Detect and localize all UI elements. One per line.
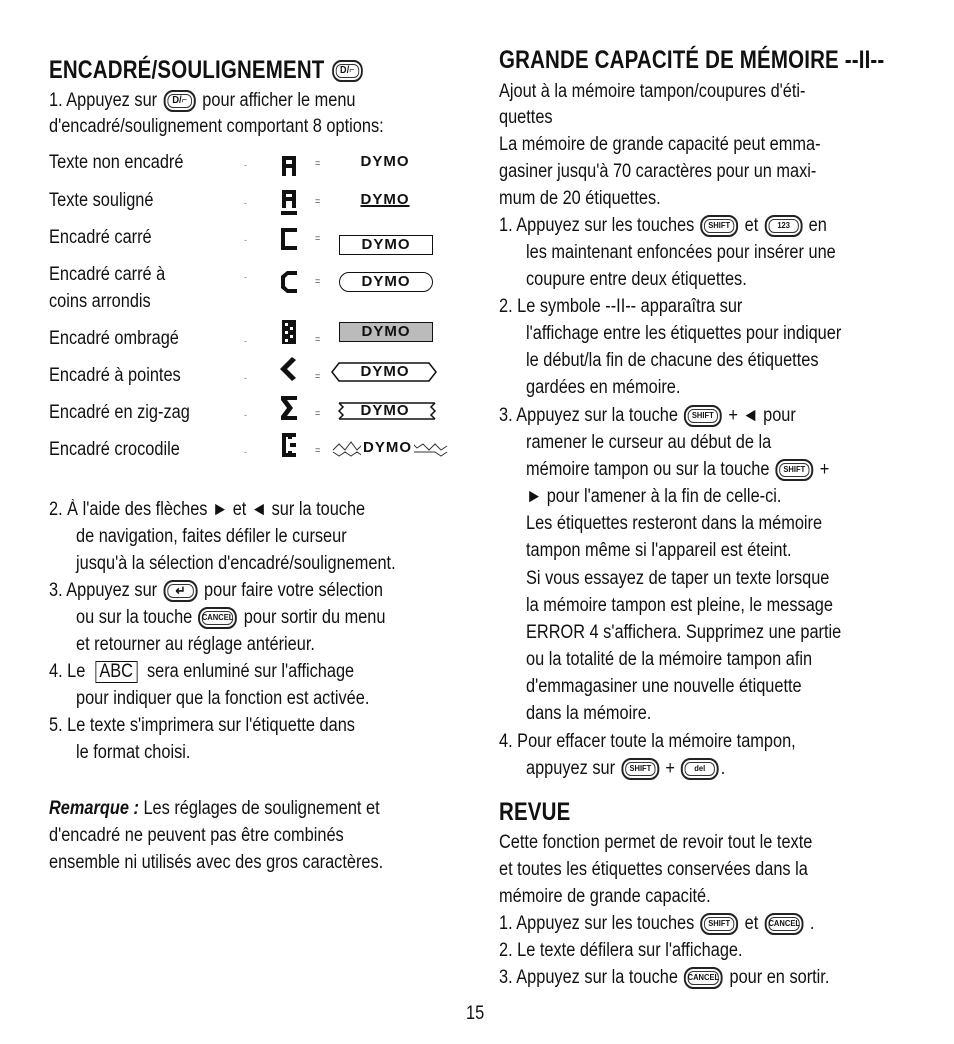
step5-line1: 5. Le texte s'imprimera sur l'étiquette dans [49,715,355,736]
mem-step3-line11: d'emmagasiner une nouvelle étiquette [526,676,802,697]
sample-zigzag: DYMO [360,402,410,419]
delete-key-icon: del [681,758,719,780]
sample-square: DYMO [339,235,433,255]
revue-step1: 1. Appuyez sur les touches SHIFT et CANCEL . [499,913,815,934]
glyph-shaded-icon [278,318,300,346]
mem-step3-line7: Si vous essayez de taper un texte lorsque [526,568,830,589]
glyph-zigzag-icon [278,394,300,422]
option-label: Encadré carré [49,227,152,248]
step3-line2: ou sur la touche CANCEL pour sortir du menu [76,607,386,628]
step2-line1: 2. À l'aide des flèches ► et ◄ sur la touche [49,499,366,520]
option-label-line2: coins arrondis [49,291,151,312]
sample-plain: DYMO [360,153,410,170]
glyph-underline-icon [278,188,300,216]
step2-line3: jusqu'à la sélection d'encadré/soulignement. [76,553,396,574]
option-row-pointed: Encadré à pointes - = DYMO [49,363,459,399]
option-row-plain: Texte non encadré - = DYMO [49,150,459,186]
mem-step4-line2: appuyez sur SHIFT + del . [526,758,726,779]
mem-step4-line1: 4. Pour effacer toute la mémoire tampon, [499,731,796,752]
mem-step3-line3: mémoire tampon ou sur la touche SHIFT + [526,459,830,480]
option-row-crocodile: Encadré crocodile - = DYMO [49,437,459,473]
heading-text: ENCADRÉ/SOULIGNEMENT [49,56,325,84]
sample-underline: DYMO [360,191,410,208]
glyph-square-icon [278,225,300,253]
revue-line1: Cette fonction permet de revoir tout le texte [499,832,813,853]
cancel-key-icon: CANCEL [765,913,804,935]
note-line1: Remarque : Les réglages de soulignement et [49,798,380,819]
mem-step2-line2: l'affichage entre les étiquettes pour indiquer [526,323,842,344]
step1-line1: 1. Appuyez sur D/⌐ pour afficher le menu [49,90,356,111]
step3-line1: 3. Appuyez sur ↵ pour faire votre sélection [49,580,383,601]
mem-step3-line8: la mémoire tampon est pleine, le message [526,595,833,616]
step3-line3: et retourner au réglage antérieur. [76,634,315,655]
revue-line2: et toutes les étiquettes conservées dans la [499,859,808,880]
section-heading-encadre [49,55,365,85]
sample-pointed: DYMO [360,363,410,380]
intro-line4: gasiner jusqu'à 70 caractères pour un maxi- [499,161,817,182]
option-row-underline: Texte souligné - = DYMO [49,188,459,224]
mem-step3-line9: ERROR 4 s'affichera. Supprimez une partie [526,622,842,643]
option-row-zigzag: Encadré en zig-zag - = DYMO [49,400,459,436]
intro-line1: Ajout à la mémoire tampon/coupures d'éti- [499,81,806,102]
sample-shaded: DYMO [339,322,433,342]
step2-line2: de navigation, faites défiler le curseur [76,526,347,547]
note-line2: d'encadré ne peuvent pas être combinés [49,825,344,846]
option-label: Texte non encadré [49,152,184,173]
mem-step3-line5: Les étiquettes resteront dans la mémoire [526,513,823,534]
mem-step3-line6: tampon même si l'appareil est éteint. [526,540,792,561]
intro-line3: La mémoire de grande capacité peut emma- [499,134,821,155]
intro-line2: quettes [499,107,553,128]
shift-key-icon: SHIFT [621,758,659,780]
mem-step2-line4: gardées en mémoire. [526,377,681,398]
mem-step3-line4: ► pour l'amener à la fin de celle-ci. [526,486,782,507]
shift-key-icon: SHIFT [701,913,739,935]
note-label: Remarque : [49,798,139,819]
option-label: Encadré crocodile [49,439,180,460]
step4-line2: pour indiquer que la fonction est activée. [76,688,370,709]
mem-step3-line10: ou la totalité de la mémoire tampon afin [526,649,813,670]
mem-step1-line2: les maintenant enfoncées pour insérer une [526,242,836,263]
glyph-crocodile-icon [278,431,300,459]
mem-step3-line1: 3. Appuyez sur la touche SHIFT + ◄ pour [499,405,796,426]
page-number: 15 [466,1003,485,1024]
glyph-rounded-icon [278,268,300,296]
option-label: Encadré en zig-zag [49,402,190,423]
sample-crocodile: DYMO [363,439,412,456]
mem-step2-line3: le début/la fin de chacune des étiquettes [526,350,819,371]
option-label: Encadré à pointes [49,365,181,386]
step1-line2: d'encadré/soulignement comportant 8 options: [49,116,384,137]
cancel-key-icon: CANCEL [684,967,723,989]
option-row-square: Encadré carré - = DYMO [49,225,459,261]
mem-step3-line2: ramener le curseur au début de la [526,432,772,453]
intro-line5: mum de 20 étiquettes. [499,188,661,209]
glyph-pointed-icon [278,355,300,383]
shift-key-icon: SHIFT [684,405,722,427]
section-heading-memoire: GRANDE CAPACITÉ DE MÉMOIRE --II-- [499,46,885,74]
revue-step3: 3. Appuyez sur la touche CANCEL pour en sortir. [499,967,830,988]
revue-step2: 2. Le texte défilera sur l'affichage. [499,940,743,961]
note-line3: ensemble ni utilisés avec des gros caractères. [49,852,384,873]
abc-indicator: ABC [95,661,137,683]
revue-line3: mémoire de grande capacité. [499,886,711,907]
option-label: Texte souligné [49,190,154,211]
enter-key-icon: ↵ [164,580,198,602]
mem-step1-line3: coupure entre deux étiquettes. [526,269,747,290]
mem-step3-line12: dans la mémoire. [526,703,652,724]
shift-key-icon: SHIFT [701,215,739,237]
glyph-plain-icon [278,150,300,178]
cancel-key-icon: CANCEL [198,607,237,629]
option-row-shaded: Encadré ombragé - = DYMO [49,326,459,362]
section-heading-revue: REVUE [499,798,571,826]
sample-rounded: DYMO [339,272,433,292]
mem-step1-line1: 1. Appuyez sur les touches SHIFT et 123 en [499,215,827,236]
option-row-rounded: Encadré carré à coins arrondis - = DYMO [49,262,459,322]
step4-line1: 4. Le ABC sera enluminé sur l'affichage [49,661,355,682]
mem-step2-line1: 2. Le symbole --II-- apparaîtra sur [499,296,743,317]
option-label: Encadré carré à [49,264,166,285]
option-label: Encadré ombragé [49,328,179,349]
lock-num-key-icon: 123 [765,215,803,237]
frame-key-icon: D/⌐ [164,90,196,112]
shift-key-icon: SHIFT [776,459,814,481]
frame-key-icon: D/⌐ [332,60,363,82]
step5-line2: le format choisi. [76,742,191,763]
